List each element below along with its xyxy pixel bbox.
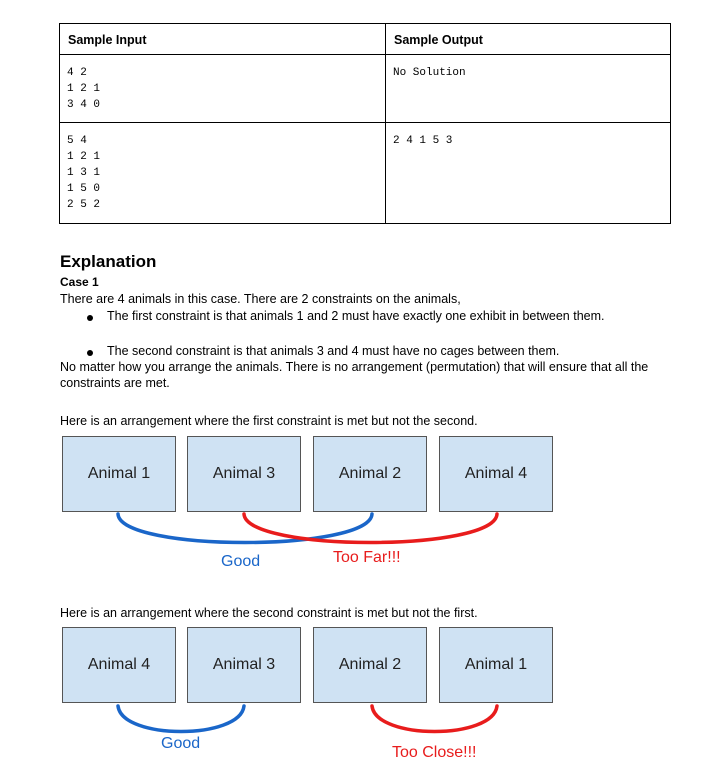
conclusion-text: No matter how you arrange the animals. There is no arrangement (permutation) that will ensure that all the constraints are met.: [60, 360, 649, 390]
animal-box: Animal 4: [62, 627, 176, 703]
code-line: 2 5 2: [67, 199, 101, 211]
code-line: 4 2: [67, 67, 87, 79]
animal-box: Animal 4: [439, 436, 553, 512]
code-line: No Solution: [393, 67, 466, 79]
animal-box: Animal 3: [187, 627, 301, 703]
animal-box: Animal 1: [62, 436, 176, 512]
diagram2-caption: Here is an arrangement where the second constraint is met but not the first.: [60, 606, 478, 620]
diagram1-caption: Here is an arrangement where the first constraint is met but not the second.: [60, 414, 478, 428]
code-line: 1 5 0: [67, 183, 101, 195]
good-label: Good: [221, 553, 261, 570]
animal-box: Animal 3: [187, 436, 301, 512]
sample-output-header: Sample Output: [386, 24, 671, 55]
code-line: 1 2 1: [67, 83, 101, 95]
bullet-item: The first constraint is that animals 1 and 2 must have exactly one exhibit in between them.: [107, 309, 605, 323]
explanation-heading: Explanation: [60, 252, 157, 271]
code-line: 1 3 1: [67, 167, 101, 179]
intro-text: There are 4 animals in this case. There are 2 constraints on the animals,: [60, 292, 461, 306]
too-far-label: Too Far!!!: [333, 549, 401, 566]
code-line: 5 4: [67, 135, 87, 147]
code-line: 2 4 1 5 3: [393, 135, 453, 147]
good-arc: [118, 706, 244, 732]
animal-box: Animal 2: [313, 627, 427, 703]
animal-box: Animal 1: [439, 627, 553, 703]
case-label: Case 1: [60, 275, 99, 289]
sample-input-header: Sample Input: [60, 24, 386, 55]
bad-arc: [372, 706, 497, 732]
bullet-item: The second constraint is that animals 3 and 4 must have no cages between them.: [107, 344, 560, 358]
animal-box: Animal 2: [313, 436, 427, 512]
too-close-label: Too Close!!!: [392, 744, 477, 761]
code-line: 3 4 0: [67, 99, 101, 111]
code-line: 1 2 1: [67, 151, 101, 163]
good-label: Good: [161, 735, 201, 752]
